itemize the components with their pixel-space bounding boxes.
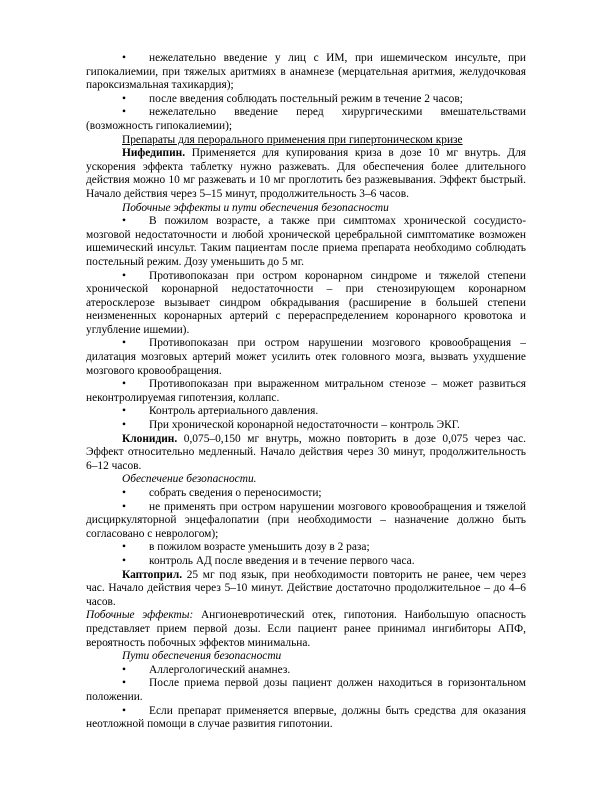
side-effects-paragraph xyxy=(86,609,526,650)
bullet-text: При хронической коронарной недостаточности – контроль ЭКГ. xyxy=(149,419,460,432)
bullet-item xyxy=(86,378,526,405)
bullet-item xyxy=(86,405,526,419)
bullet-text: после введения соблюдать постельный режим в течение 2 часов; xyxy=(149,92,463,105)
subheading-text: Побочные эффекты и пути обеспечения безопасности xyxy=(122,201,389,214)
bullet-text: контроль АД после введения и в течение первого часа. xyxy=(149,554,415,567)
bullet-text: Противопоказан при остром коронарном синдроме и тяжелой степени хронической коронарной недостаточности – при стенозирующем коронарном атеросклерозе вызывает синдром обкрадывания (расширение в большей степени неизмененных коронарных артерий с перераспределением коронарного кровотока и углубление ишемии). xyxy=(86,269,526,336)
bullet-marker: • xyxy=(122,487,126,499)
bullet-marker: • xyxy=(122,52,126,64)
drug-paragraph xyxy=(86,433,526,474)
bullet-item xyxy=(86,419,526,433)
subheading xyxy=(86,650,526,664)
document-page xyxy=(86,52,526,732)
bullet-marker: • xyxy=(122,554,126,567)
bullet-text: Если препарат применяется впервые, должны быть средства для оказания неотложной помощи в случае развития гипотонии. xyxy=(86,704,526,731)
subheading-text: Обеспечение безопасности. xyxy=(122,473,257,486)
bullet-marker: • xyxy=(122,106,126,119)
bullet-item xyxy=(86,270,526,338)
bullet-marker: • xyxy=(122,677,126,690)
bullet-item xyxy=(86,664,526,678)
bullet-text: нежелательно введение перед хирургическими вмешательствами (возможность гипокалиемии); xyxy=(86,106,526,132)
bullet-item xyxy=(86,541,526,555)
side-effects-label: Побочные эффекты: xyxy=(86,609,194,622)
drug-name: Клонидин. xyxy=(122,432,178,445)
subheading-text: Пути обеспечения безопасности xyxy=(122,650,282,663)
drug-paragraph xyxy=(86,569,526,610)
bullet-marker: • xyxy=(122,378,126,391)
bullet-item xyxy=(86,106,526,133)
section-heading-text: Препараты для перорального применения при гипертоническом кризе xyxy=(122,133,463,146)
bullet-text: в пожилом возрасте уменьшить дозу в 2 раза; xyxy=(149,541,370,554)
bullet-marker: • xyxy=(122,269,126,282)
bullet-item xyxy=(86,52,526,93)
subheading xyxy=(86,473,526,487)
bullet-text: нежелательно введение у лиц с ИМ, при ишемическом инсульте, при гипокалиемии, при тяжелых аритмиях в анамнезе (мерцательная аритмия, желудочковая пароксизмальная тахикардия); xyxy=(86,52,526,92)
bullet-text: Противопоказан при выраженном митральном стенозе – может развиться неконтролируемая гипотензия, коллапс. xyxy=(86,378,526,404)
bullet-item xyxy=(86,501,526,542)
drug-name: Каптоприл. xyxy=(122,568,183,581)
bullet-marker: • xyxy=(122,92,126,105)
bullet-text: Противопоказан при остром нарушении мозгового кровообращения – дилатация мозговых артерий может усилить отек головного мозга, вызвать ухудшение мозгового кровообращения. xyxy=(86,337,526,377)
bullet-marker: • xyxy=(122,500,126,513)
section-heading xyxy=(86,134,526,148)
bullet-text: не применять при остром нарушении мозгового кровообращения и тяжелой дисциркуляторной энцефалопатии (при необходимости – назначение должно быть согласовано с неврологом); xyxy=(86,500,526,540)
bullet-item xyxy=(86,555,526,569)
bullet-marker: • xyxy=(122,541,126,554)
bullet-text: В пожилом возрасте, а также при симптомах хронической сосудисто-мозговой недостаточности и любой хронической церебральной симптоматике возможен ишемический инсульт. Таким пациентам после приема препарата необходимо соблюдать постельный режим. Дозу уменьшить до 5 мг. xyxy=(86,215,526,268)
bullet-text: собрать сведения о переносимости; xyxy=(149,487,322,499)
bullet-marker: • xyxy=(122,663,126,676)
bullet-item xyxy=(86,705,526,732)
bullet-item xyxy=(86,487,526,501)
drug-description: 0,075–0,150 мг внутрь, можно повторить в дозе 0,075 через час. Эффект относительно медленный. Начало действия через 30 минут, продолжительность 6–12 часов. xyxy=(86,432,526,472)
subheading xyxy=(86,202,526,216)
bullet-item xyxy=(86,677,526,704)
bullet-text: После приема первой дозы пациент должен находиться в горизонтальном положении. xyxy=(86,677,526,703)
bullet-item xyxy=(86,93,526,107)
bullet-marker: • xyxy=(122,405,126,418)
drug-name: Нифедипин. xyxy=(122,147,186,160)
bullet-item xyxy=(86,215,526,269)
drug-description: Применяется для купирования криза в дозе 10 мг внутрь. Для ускорения эффекта таблетку нужно разжевать. Для обеспечения более длительного действия можно 10 мг разжевать и 10 мг проглотить без разжевывания. Эффект быстрый. Начало действия через 5–15 минут, продолжительность 3–6 часов. xyxy=(86,147,526,200)
bullet-marker: • xyxy=(122,215,126,228)
drug-description: 25 мг под язык, при необходимости повторить не ранее, чем через час. Начало действия через 5–10 минут. Действие достаточно продолжительное – до 4–6 часов. xyxy=(86,568,526,608)
bullet-text: Аллергологический анамнез. xyxy=(149,663,291,676)
bullet-text: Контроль артериального давления. xyxy=(149,405,319,418)
bullet-marker: • xyxy=(122,704,126,717)
drug-paragraph xyxy=(86,147,526,201)
bullet-marker: • xyxy=(122,419,126,432)
bullet-item xyxy=(86,337,526,378)
bullet-marker: • xyxy=(122,337,126,350)
side-effects-text: Ангионевротический отек, гипотония. Наибольшую опасность представляет прием первой дозы. Если пациент ранее принимал ингибиторы АПФ, вероятность побочных эффектов минимальна. xyxy=(86,609,526,649)
